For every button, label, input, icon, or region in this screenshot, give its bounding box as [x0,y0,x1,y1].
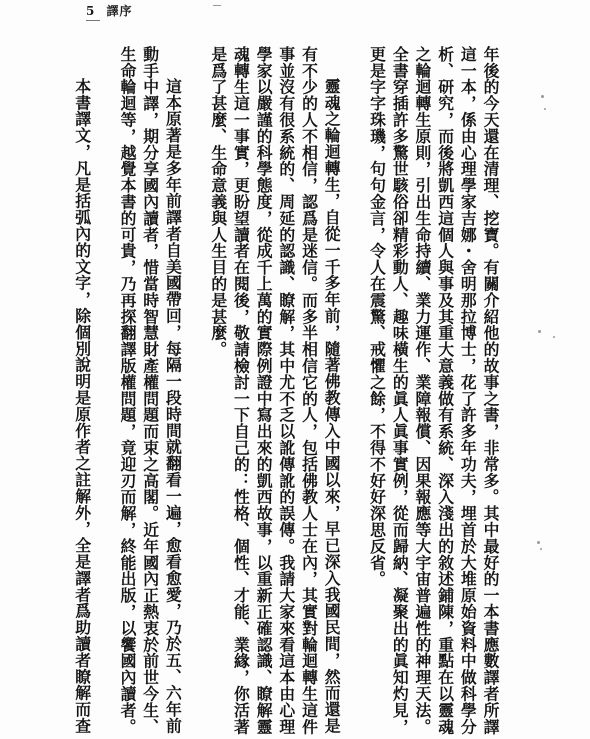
text-column: 年後的今天還在清理、挖寶。有關介紹他的故事之書，非常多。其中最好的一本書應數譯者所譯 [481,46,500,735]
text-column: 這一本，係由心理學家吉娜・舍明那拉博士，花了許多年功夫，埋首於大堆原始資料中做科學分 [458,46,478,735]
scan-speck [553,336,555,338]
scan-speck [537,541,540,544]
page-number: 5 [86,4,96,18]
text-column: 之輪迴轉生原則，引出生命持續、業力運作、業障報償、因果報應等大宇宙普遍性的神理天法。 [412,46,432,735]
text-column: 全書穿插許多驚世駭俗卻精彩動人、趣味橫生的眞人眞事實例，從而歸納、凝聚出的眞知灼見， [390,46,410,735]
text-column: 有不少的人不相信，認爲是迷信。而多半相信它的人，包括佛教人士在內，其實對輪迴轉生這件 [299,46,319,735]
text-column: 本書譯文，凡是括弧內的文字，除個別說明是原作者之註解外，全是譯者爲助讀者瞭解而查 [72,78,92,734]
text-column: 更是字字珠璣，句句金言，令人在震驚、戒懼之餘，不得不好好深思反省。 [367,46,387,588]
text-column: 是爲了甚麼、生命意義與人生目的是甚麼。 [208,46,228,358]
scan-speck [213,5,221,6]
scan-speck [544,108,546,110]
text-column: 學家以嚴謹的科學態度，從成千上萬的實際例證中寫出來的凱西故事，以重新正確認識、瞭解靈 [254,46,274,735]
scan-speck [540,548,542,550]
text-column: 動手中譯，期分享國內讀者，惜當時智慧財產權問題而束之高閣。近年國內正熱衷於前世今生、 [140,46,160,735]
running-header [86,2,133,19]
preface-body-text [72,46,500,735]
running-title: 譯序 [106,4,133,18]
scan-speck [541,95,544,98]
text-column: 析、研究，而後將凱西這個人與事及其重大意義做有系統、深入淺出的敘述鋪陳，重點在以靈魂 [435,46,455,735]
text-column: 事並沒有很系統的、周延的認識、瞭解，其中尤不乏以訛傳訛的誤傳。我請大家來看這本由心理 [276,46,296,735]
scan-speck [538,330,541,333]
text-column: 魂轉生這一事實，更盼望讀者在閱後，敬請檢討一下自己的：性格、個性、才能、業緣，你活著 [231,46,251,735]
text-column: 生命輪迴等，越覺本書的可貴，乃再探翻譯版權問題，竟迎刃而解，終能出版，以饗國內讀者。 [118,46,137,735]
header-rule [86,20,100,21]
text-column: 靈魂之輪迴轉生，自從一千多年前，隨著佛教傳入中國以來，早已深入我國民間，然而還是 [322,78,342,734]
text-column: 這本原著是多年前譯者自美國帶回，每隔一段時間就翻看一遍，愈看愈愛，乃於五、六年前 [163,78,183,734]
